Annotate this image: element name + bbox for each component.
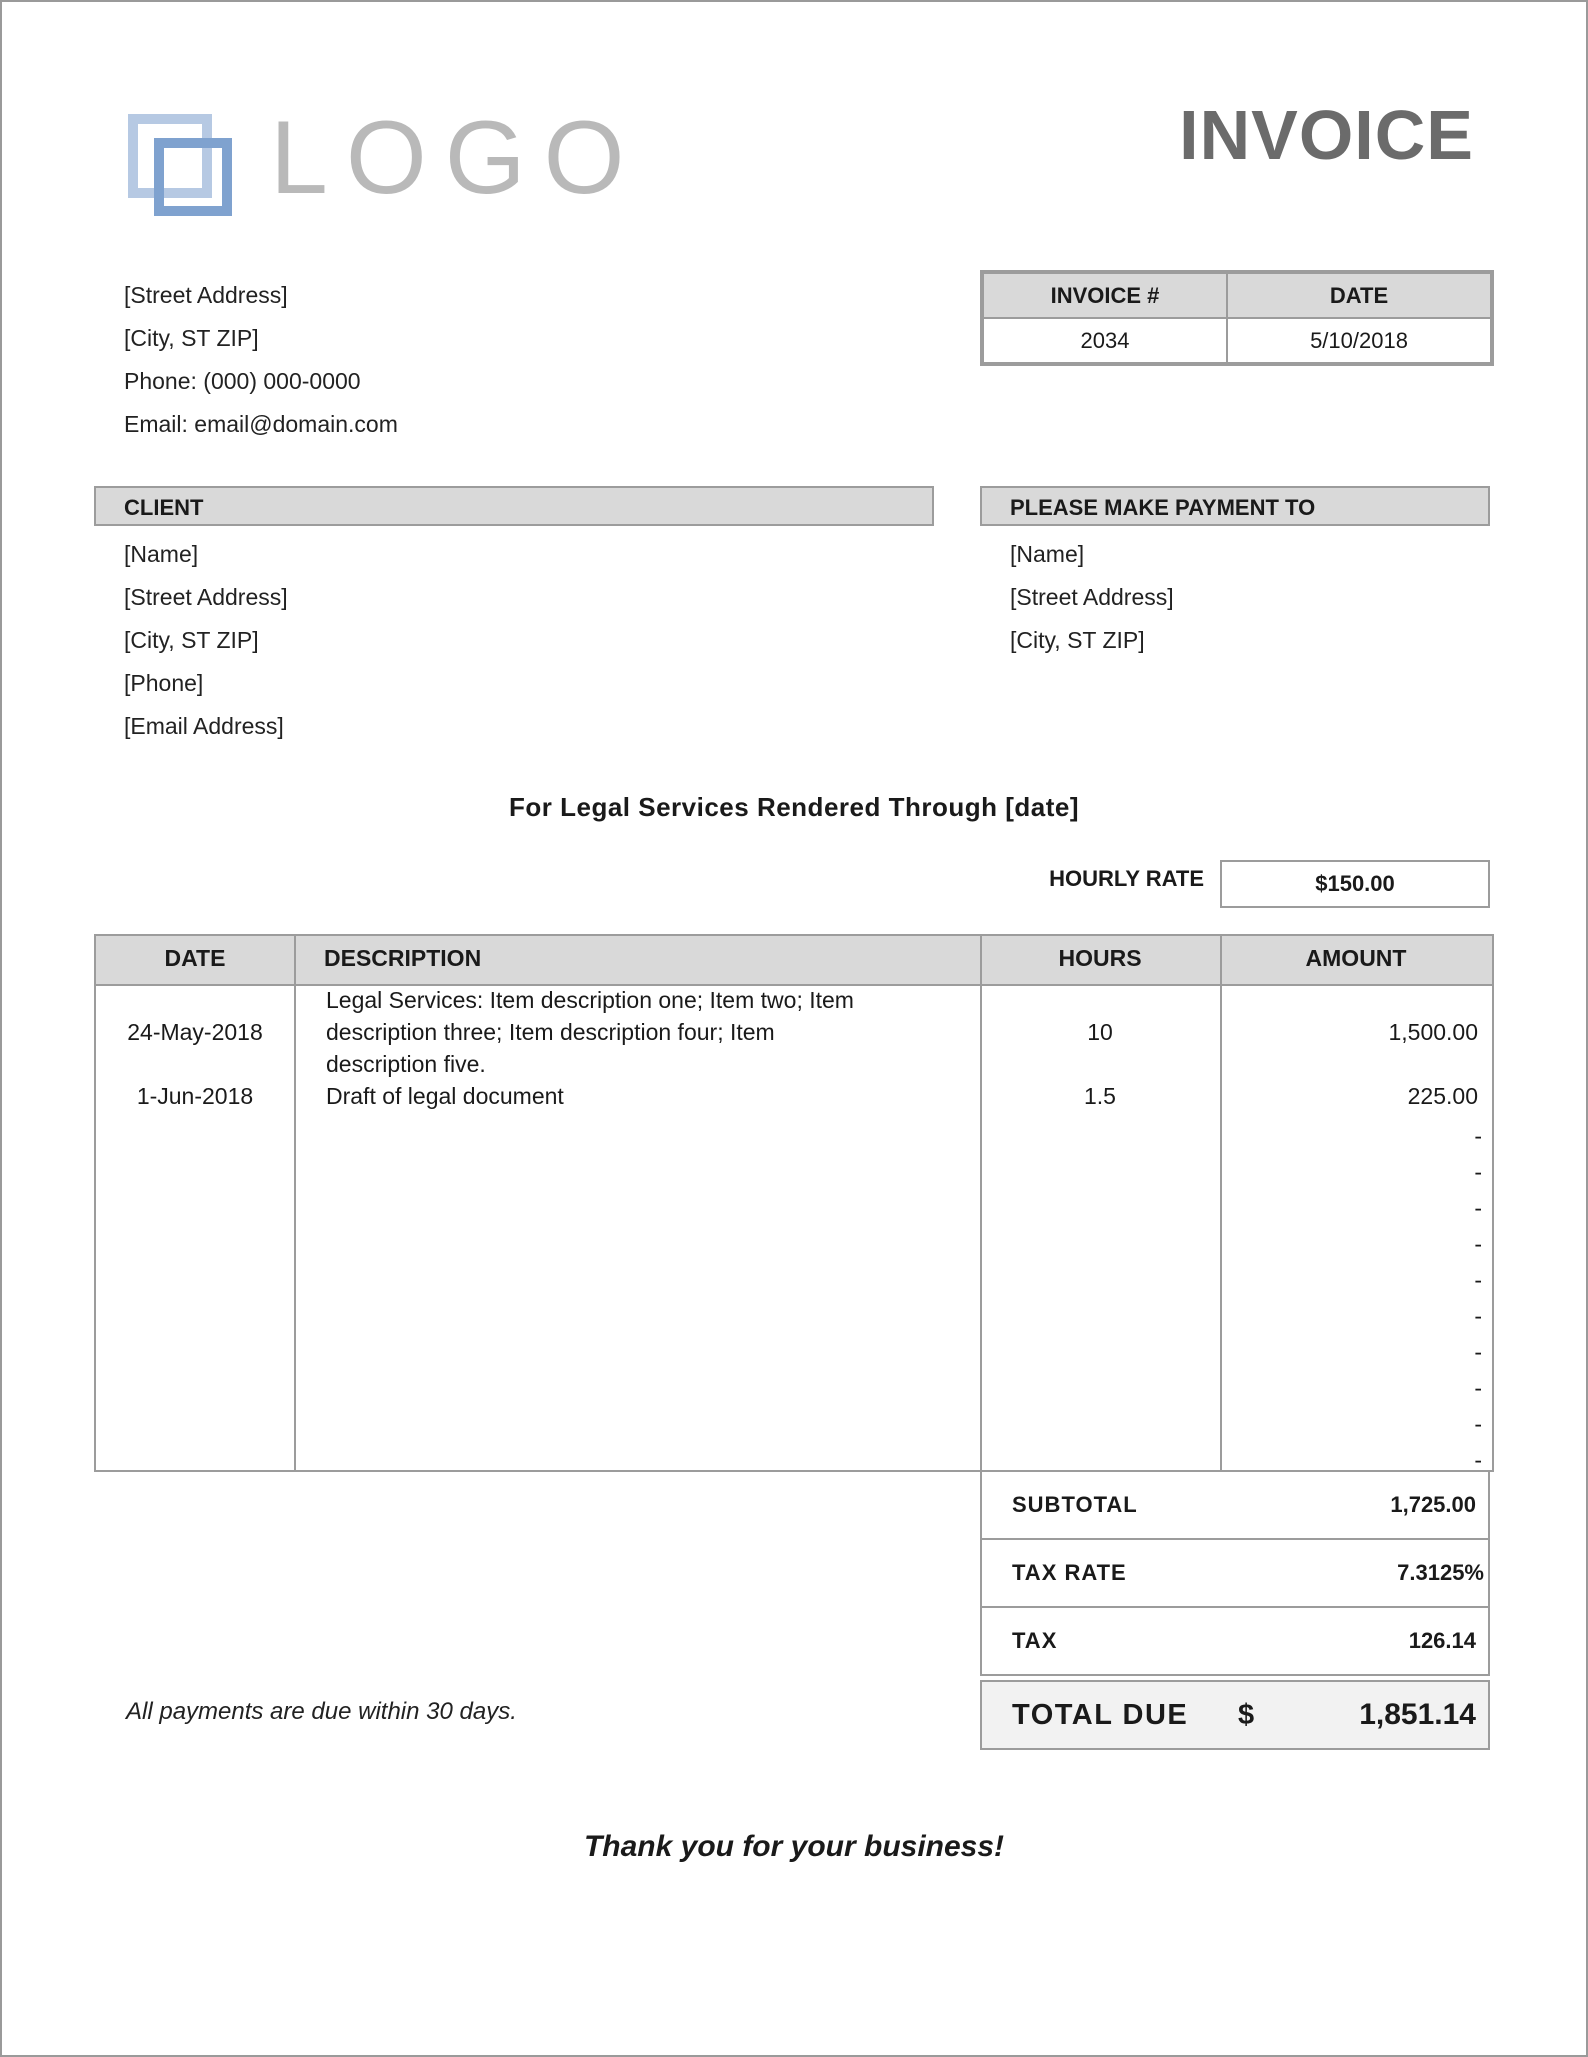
subtotal-label: SUBTOTAL bbox=[1012, 1492, 1138, 1517]
client-email: [Email Address] bbox=[124, 713, 284, 739]
subtotal-row bbox=[980, 1472, 1490, 1540]
column-header-amount: AMOUNT bbox=[1305, 945, 1407, 971]
row-1-description-line: description three; Item description four; Item bbox=[326, 1019, 775, 1045]
sender-email: Email: email@domain.com bbox=[124, 411, 398, 437]
row-1-description-line: description five. bbox=[326, 1051, 486, 1077]
date-label: DATE bbox=[1227, 273, 1491, 318]
client-name: [Name] bbox=[124, 541, 199, 567]
payment-terms-note: All payments are due within 30 days. bbox=[126, 1698, 517, 1725]
totals-block bbox=[980, 1472, 1490, 1750]
invoice-meta-box bbox=[980, 270, 1494, 366]
empty-amount: - bbox=[1474, 1123, 1482, 1149]
client-phone: [Phone] bbox=[124, 670, 204, 696]
items-table bbox=[94, 934, 1494, 1472]
column-header-date: DATE bbox=[164, 945, 226, 971]
tax-value: 126.14 bbox=[1408, 1628, 1476, 1653]
payee-heading: PLEASE MAKE PAYMENT TO bbox=[980, 486, 1490, 526]
empty-amount: - bbox=[1474, 1375, 1482, 1401]
client-city: [City, ST ZIP] bbox=[124, 627, 259, 653]
column-header-hours: HOURS bbox=[1058, 945, 1142, 971]
empty-amount: - bbox=[1474, 1231, 1482, 1257]
empty-amount: - bbox=[1474, 1411, 1482, 1437]
empty-amount: - bbox=[1474, 1159, 1482, 1185]
currency-symbol: $ bbox=[1238, 1699, 1255, 1731]
tax-rate-row bbox=[980, 1540, 1490, 1608]
hourly-rate-value: $150.00 bbox=[1220, 860, 1490, 908]
thank-you-note: Thank you for your business! bbox=[583, 1830, 1005, 1863]
empty-amount: - bbox=[1474, 1303, 1482, 1329]
client-heading: CLIENT bbox=[94, 486, 934, 526]
invoice-number-value: 2034 bbox=[983, 318, 1227, 363]
row-2-date: 1-Jun-2018 bbox=[136, 1083, 254, 1109]
tax-rate-value: 7.3125% bbox=[1397, 1560, 1484, 1585]
payee-details bbox=[1010, 533, 1174, 662]
total-due-label: TOTAL DUE bbox=[1012, 1699, 1189, 1731]
hourly-rate-label: HOURLY RATE bbox=[1049, 866, 1204, 891]
row-1-hours: 10 bbox=[1087, 1019, 1113, 1045]
empty-amounts bbox=[1220, 1118, 1482, 1478]
sender-address bbox=[124, 274, 398, 446]
date-value: 5/10/2018 bbox=[1227, 318, 1491, 363]
row-2-hours: 1.5 bbox=[1084, 1083, 1116, 1109]
row-2-description: Draft of legal document bbox=[326, 1083, 564, 1109]
services-title: For Legal Services Rendered Through [date] bbox=[509, 792, 1079, 822]
empty-amount: - bbox=[1474, 1195, 1482, 1221]
empty-amount: - bbox=[1474, 1267, 1482, 1293]
row-2-amount: 225.00 bbox=[1407, 1083, 1478, 1109]
invoice-number-label: INVOICE # bbox=[983, 273, 1227, 318]
subtotal-value: 1,725.00 bbox=[1390, 1492, 1476, 1517]
sender-phone: Phone: (000) 000-0000 bbox=[124, 368, 361, 394]
tax-label: TAX bbox=[1012, 1628, 1058, 1653]
total-due-row bbox=[980, 1680, 1490, 1750]
page-title: INVOICE bbox=[1179, 96, 1474, 174]
logo-text: LOGO bbox=[270, 100, 643, 216]
client-street: [Street Address] bbox=[124, 584, 288, 610]
payee-name: [Name] bbox=[1010, 541, 1085, 567]
row-1-description-line: Legal Services: Item description one; Item two; Item bbox=[326, 987, 854, 1013]
empty-amount: - bbox=[1474, 1447, 1482, 1473]
total-due-value: 1,851.14 bbox=[1359, 1698, 1476, 1731]
logo-icon bbox=[128, 114, 238, 214]
payee-street: [Street Address] bbox=[1010, 584, 1174, 610]
empty-amount: - bbox=[1474, 1339, 1482, 1365]
sender-city: [City, ST ZIP] bbox=[124, 325, 259, 351]
row-1-amount: 1,500.00 bbox=[1388, 1019, 1478, 1045]
client-details bbox=[124, 533, 288, 748]
column-header-description: DESCRIPTION bbox=[324, 945, 482, 971]
tax-rate-label: TAX RATE bbox=[1012, 1560, 1127, 1585]
payee-city: [City, ST ZIP] bbox=[1010, 627, 1145, 653]
row-1-description bbox=[326, 984, 966, 1080]
row-1-date: 24-May-2018 bbox=[127, 1019, 263, 1045]
tax-row bbox=[980, 1608, 1490, 1676]
sender-street: [Street Address] bbox=[124, 282, 288, 308]
